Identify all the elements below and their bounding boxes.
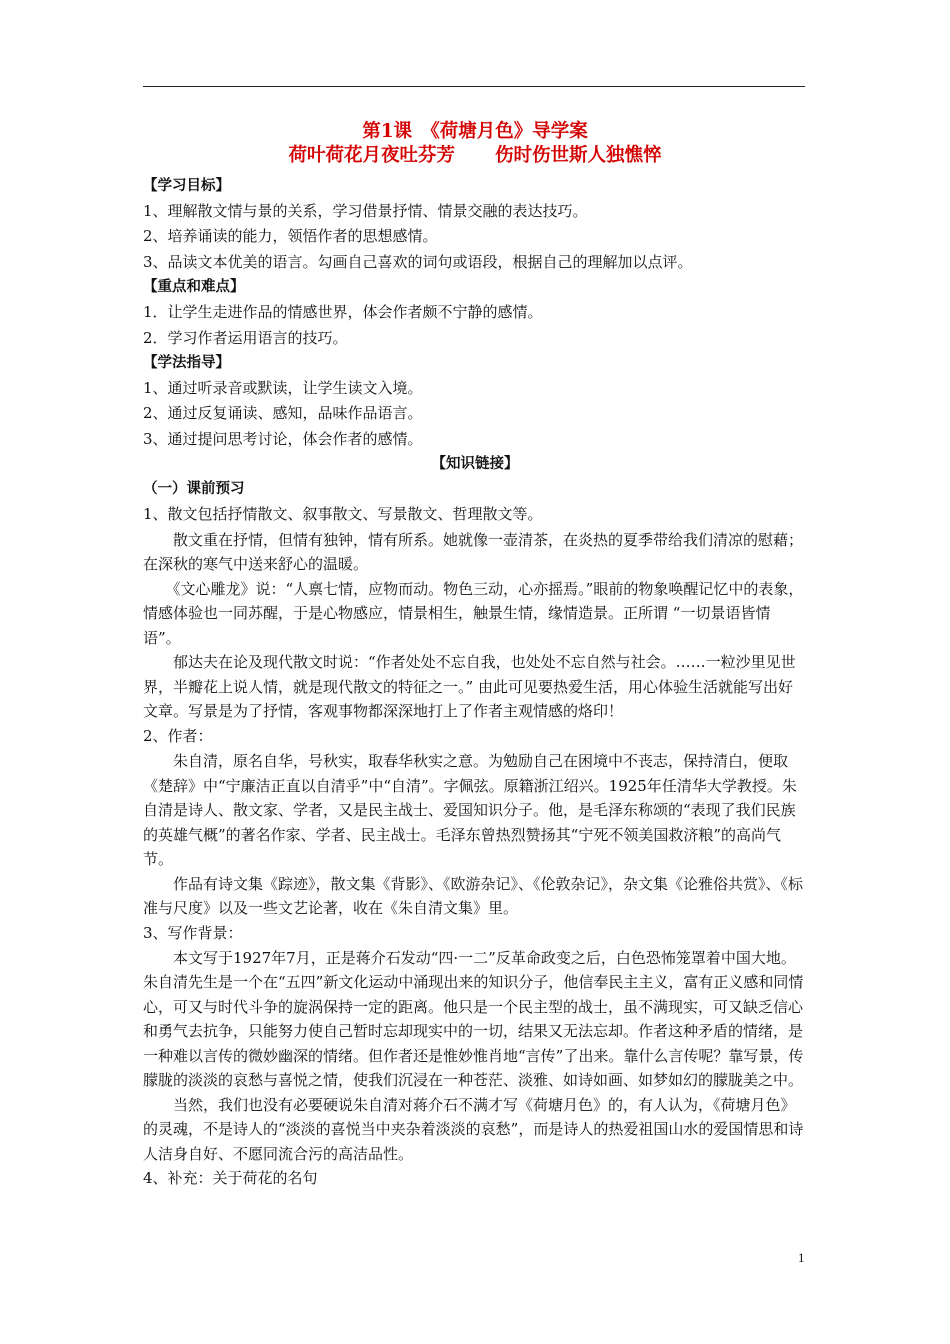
list-item: 4、补充：关于荷花的名句	[143, 1169, 318, 1188]
section-heading-method: 【学法指导】	[143, 355, 230, 372]
subtitle-part-2: 伤时伤世斯人独憔悴	[495, 145, 662, 166]
list-item: 3、品读文本优美的语言。勾画自己喜欢的词句或语段，根据自己的理解加以点评。	[143, 252, 693, 271]
list-item: 3、写作背景：	[143, 923, 243, 942]
list-item: 1、通过听录音或默读，让学生读文入境。	[143, 379, 423, 398]
header-rule	[143, 86, 805, 87]
page-number: 1	[798, 1250, 805, 1265]
list-item: 2、作者：	[143, 726, 213, 745]
section-heading-knowledge: 【知识链接】	[431, 456, 519, 473]
section-heading-key-points: 【重点和难点】	[143, 279, 245, 296]
page-title: 第1课 《荷塘月色》导学案	[362, 121, 588, 142]
list-item: 1．让学生走进作品的情感世界，体会作者颇不宁静的感情。	[143, 303, 543, 322]
sub-heading-preview: （一）课前预习	[143, 481, 245, 498]
list-item: 2、通过反复诵读、感知，品味作品语言。	[143, 404, 423, 423]
paragraph: 作品有诗文集《踪迹》，散文集《背影》、《欧游杂记》、《伦敦杂记》，杂文集《论雅俗共赏》、《标准与尺度》以及一些文艺论著，收在《朱自清文集》里。	[143, 874, 804, 918]
list-item: 2、培养诵读的能力，领悟作者的思想感情。	[143, 227, 438, 246]
list-item: 1、散文包括抒情散文、叙事散文、写景散文、哲理散文等。	[143, 505, 543, 524]
paragraph: 郁达夫在论及现代散文时说：“作者处处不忘自我，也处处不忘自然与社会。……一粒沙里见世界，半瓣花上说人情，就是现代散文的特征之一。” 由此可见要热爱生活，用心体验生活就能写出好文章。写景是为了抒情，客观事物都深深地打上了作者主观情感的烙印！	[143, 653, 796, 721]
list-item: 3、通过提问思考讨论，体会作者的感情。	[143, 429, 423, 448]
paragraph: 当然，我们也没有必要硬说朱自清对蒋介石不满才写《荷塘月色》的，有人认为，《荷塘月色》的灵魂，不是诗人的“淡淡的喜悦当中夹杂着淡淡的哀愁”，而是诗人的热爱祖国山水的爱国情思和诗人洁身自好、不愿同流合污的高洁品性。	[143, 1095, 804, 1163]
paragraph: 本文写于1927年7月，正是蒋介石发动“四·一二”反革命政变之后，白色恐怖笼罩着中国大地。朱自清先生是一个在“五四”新文化运动中涌现出来的知识分子，他信奉民主主义，富有正义感和同情心，可又与时代斗争的旋涡保持一定的距离。他只是一个民主型的战士，虽不满现实，可又缺乏信心和勇气去抗争，只能努力使自己暂时忘却现实中的一切，结果又无法忘却。作者这种矛盾的情绪，是一种难以言传的微妙幽深的情绪。但作者还是惟妙惟肖地“言传”了出来。靠什么言传呢？靠写景，传朦胧的淡淡的哀愁与喜悦之情，使我们沉浸在一种苍茫、淡雅、如诗如画、如梦如幻的朦胧美之中。	[143, 948, 804, 1090]
page-subtitle	[143, 144, 807, 168]
document-body	[143, 120, 807, 1192]
list-item: 2．学习作者运用语言的技巧。	[143, 328, 348, 347]
paragraph: 散文重在抒情，但情有独钟，情有所系。她就像一壶清茶，在炎热的夏季带给我们清凉的慰藉；在深秋的寒气中送来舒心的温暖。	[143, 530, 804, 574]
section-heading-goals: 【学习目标】	[143, 178, 230, 194]
list-item: 1、理解散文情与景的关系，学习借景抒情、情景交融的表达技巧。	[143, 202, 588, 220]
subtitle-part-1: 荷叶荷花月夜吐芬芳	[288, 145, 455, 166]
paragraph: 《文心雕龙》说：“人禀七情，应物而动。物色三动，心亦摇焉。”眼前的物象唤醒记忆中的表象，情感体验也一同苏醒，于是心物感应，情景相生，触景生情，缘情造景。正所谓 “一切景语皆情语”。	[143, 579, 804, 647]
paragraph: 朱自清，原名自华，号秋实，取春华秋实之意。为勉励自己在困境中不丧志，保持清白，便取《楚辞》中“宁廉洁正直以自清乎”中“自清”。字佩弦。原籍浙江绍兴。1925年任清华大学教授。朱自清是诗人、散文家、学者，又是民主战士、爱国知识分子。他，是毛泽东称颂的“表现了我们民族的英雄气概”的著名作家、学者、民主战士。毛泽东曾热烈赞扬其“宁死不领美国救济粮”的高尚气节。	[143, 752, 797, 869]
